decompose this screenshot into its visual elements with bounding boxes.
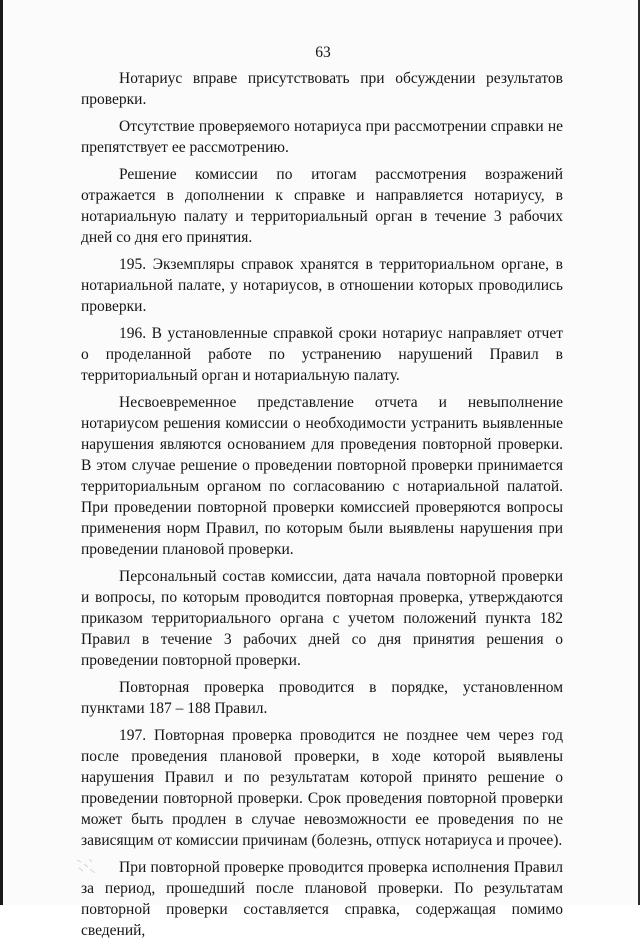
- scan-artifact: [75, 856, 99, 876]
- paragraph: 195. Экземпляры справок хранятся в территориальном органе, в нотариальной палате, у нотариусов, в отношении которых проводились проверки.: [81, 256, 563, 315]
- paragraph: При повторной проверке проводится проверка исполнения Правил за период, прошедший после плановой проверки. По результатам повторной проверки составляется справка, содержащая помимо сведений,: [81, 859, 563, 939]
- paragraph: Повторная проверка проводится в порядке, установленном пунктами 187 – 188 Правил.: [81, 679, 563, 717]
- paragraph: Решение комиссии по итогам рассмотрения возражений отражается в дополнении к справке и направляется нотариусу, в нотариальную палату и территориальный орган в течение 3 рабочих дней со дня его принятия.: [81, 166, 563, 246]
- paragraph: Нотариус вправе присутствовать при обсуждении результатов проверки.: [81, 70, 563, 108]
- paragraph: Отсутствие проверяемого нотариуса при рассмотрении справки не препятствует ее рассмотрению.: [81, 118, 563, 156]
- paragraph: 196. В установленные справкой сроки нотариус направляет отчет о проделанной работе по устранению нарушений Правил в территориальный орган и нотариальную палату.: [81, 325, 563, 384]
- paragraph: Несвоевременное представление отчета и невыполнение нотариусом решения комиссии о необходимости устранить выявленные нарушения являются основанием для проведения повторной проверки. В этом случае решение о проведении повторной проверки принимается территориальным органом по согласованию с нотариальной палатой. При проведении повторной проверки комиссией проверяются вопросы применения норм Правил, по которым были выявлены нарушения при проведении плановой проверки.: [81, 394, 563, 558]
- paragraph: 197. Повторная проверка проводится не позднее чем через год после проведения плановой проверки, в ходе которой выявлены нарушения Правил и по результатам которой принято решение о проведении повторной проверки. Срок проведения повторной проверки может быть продлен в случае невозможности ее проведения по не зависящим от комиссии причинам (болезнь, отпуск нотариуса и прочее).: [81, 727, 563, 849]
- paragraph: Персональный состав комиссии, дата начала повторной проверки и вопросы, по которым проводится повторная проверка, утверждаются приказом территориального органа с учетом положений пункта 182 Правил в течение 3 рабочих дней со дня принятия решения о проведении повторной проверки.: [81, 568, 563, 669]
- page-number: 63: [315, 44, 331, 61]
- document-body: [81, 68, 563, 941]
